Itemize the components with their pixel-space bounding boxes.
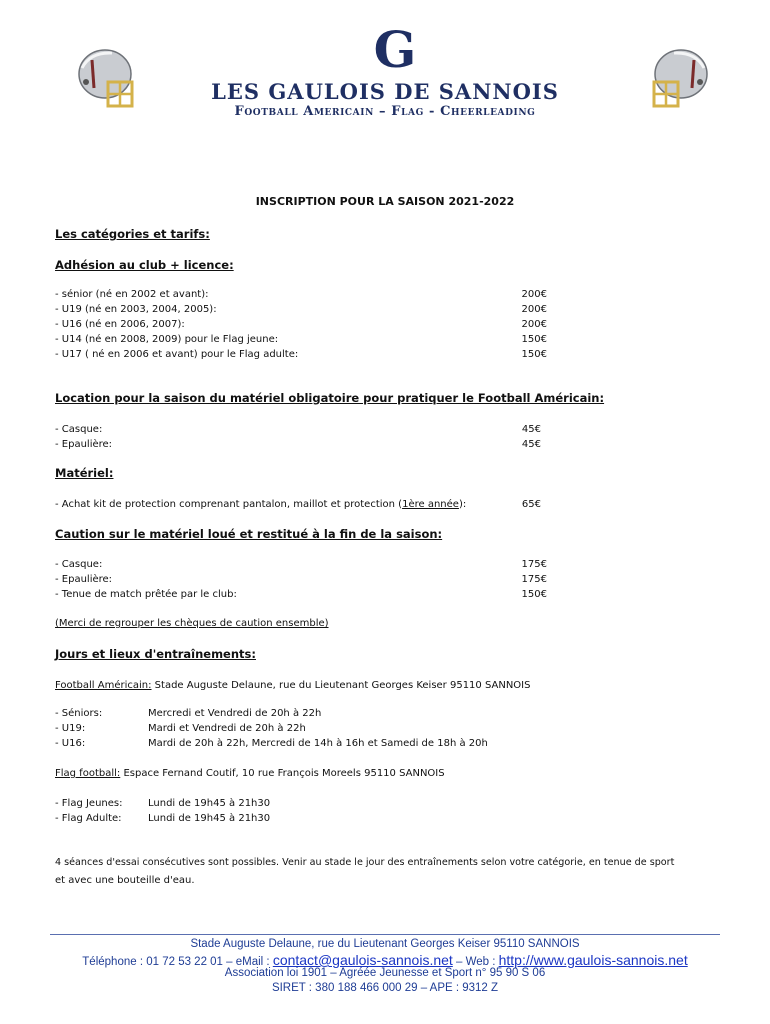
footer-web-prefix: – Web : — [452, 956, 499, 968]
deposit-row: - Epaulière: — [55, 574, 113, 585]
footer-email-link[interactable]: contact@gaulois-sannois.net — [272, 952, 453, 968]
page-title: INSCRIPTION POUR LA SAISON 2021-2022 — [255, 195, 515, 208]
flag-schedule: Lundi de 19h45 à 21h30 — [148, 813, 271, 824]
football-schedule: Mardi et Vendredi de 20h à 22h — [148, 723, 306, 734]
flag-group: - Flag Adulte: — [55, 813, 122, 824]
membership-price: 150€ — [521, 334, 547, 345]
rental-price: 45€ — [521, 424, 541, 435]
footer-divider — [50, 934, 720, 935]
football-group: - U19: — [55, 723, 86, 734]
membership-price: 200€ — [521, 289, 547, 300]
trial-note-line1: 4 séances d'essai consécutives sont possibles. Venir au stade le jour des entraînements selon votre catégorie, en tenue de sport — [55, 857, 675, 868]
footer-address: Stade Auguste Delaune, rue du Lieutenant Georges Keiser 95110 SANNOIS — [190, 938, 580, 950]
deposit-note: (Merci de regrouper les chèques de caution ensemble) — [55, 618, 329, 629]
material-first-year: 1ère année — [402, 499, 459, 510]
footer-phone: Téléphone : 01 72 53 22 01 – eMail : — [82, 956, 273, 968]
flag-label: Flag football: — [55, 768, 121, 779]
material-label-end: ): — [458, 499, 467, 510]
trial-note-line2: et avec une bouteille d'eau. — [55, 875, 195, 886]
club-logo-letter: G — [373, 20, 417, 79]
categories-heading: Les catégories et tarifs: — [55, 227, 210, 241]
footer-association: Association loi 1901 – Agréée Jeunesse et Sport n° 95 90 S 06 — [224, 967, 546, 979]
football-location — [55, 678, 530, 693]
helmet-left-icon — [72, 44, 138, 114]
rental-price: 45€ — [521, 439, 541, 450]
membership-price: 150€ — [521, 349, 547, 360]
deposit-price: 175€ — [521, 559, 547, 570]
deposit-row: - Casque: — [55, 559, 103, 570]
football-label: Football Américain: — [55, 680, 152, 691]
rental-row: - Epaulière: — [55, 439, 113, 450]
material-label-start: - Achat kit de protection comprenant pantalon, maillot et protection ( — [55, 499, 403, 510]
flag-group: - Flag Jeunes: — [55, 798, 123, 809]
material-heading: Matériel: — [55, 466, 114, 480]
football-group: - U16: — [55, 738, 86, 749]
flag-location — [55, 766, 445, 781]
membership-row: - U17 ( né en 2006 et avant) pour le Flag adulte: — [55, 349, 299, 360]
club-name: LES GAULOIS DE SANNOIS — [211, 79, 559, 104]
deposit-row: - Tenue de match prêtée par le club: — [55, 589, 237, 600]
footer-siret: SIRET : 380 188 466 000 29 – APE : 9312 Z — [271, 982, 499, 994]
deposit-price: 150€ — [521, 589, 547, 600]
membership-row: - sénior (né en 2002 et avant): — [55, 289, 209, 300]
membership-row: - U14 (né en 2008, 2009) pour le Flag jeune: — [55, 334, 279, 345]
helmet-right-icon — [648, 44, 714, 114]
rental-row: - Casque: — [55, 424, 103, 435]
membership-price: 200€ — [521, 304, 547, 315]
footer-web-link[interactable]: http://www.gaulois-sannois.net — [498, 952, 688, 968]
flag-schedule: Lundi de 19h45 à 21h30 — [148, 798, 271, 809]
membership-heading: Adhésion au club + licence: — [55, 258, 234, 272]
material-row — [55, 497, 466, 512]
deposit-heading: Caution sur le matériel loué et restitué à la fin de la saison: — [55, 527, 443, 541]
football-place: Stade Auguste Delaune, rue du Lieutenant Georges Keiser 95110 SANNOIS — [151, 680, 531, 691]
football-schedule: Mercredi et Vendredi de 20h à 22h — [148, 708, 322, 719]
material-price: 65€ — [521, 499, 541, 510]
flag-place: Espace Fernand Coutif, 10 rue François Moreels 95110 SANNOIS — [120, 768, 445, 779]
deposit-price: 175€ — [521, 574, 547, 585]
football-group: - Séniors: — [55, 708, 103, 719]
training-heading: Jours et lieux d'entraînements: — [55, 647, 256, 661]
membership-row: - U19 (né en 2003, 2004, 2005): — [55, 304, 217, 315]
rental-heading: Location pour la saison du matériel obligatoire pour pratiquer le Football Américain: — [55, 391, 605, 405]
football-schedule: Mardi de 20h à 22h, Mercredi de 14h à 16h et Samedi de 18h à 20h — [148, 738, 488, 749]
membership-row: - U16 (né en 2006, 2007): — [55, 319, 185, 330]
club-tagline: Football Americain – Flag - Cheerleading — [234, 104, 536, 119]
membership-price: 200€ — [521, 319, 547, 330]
